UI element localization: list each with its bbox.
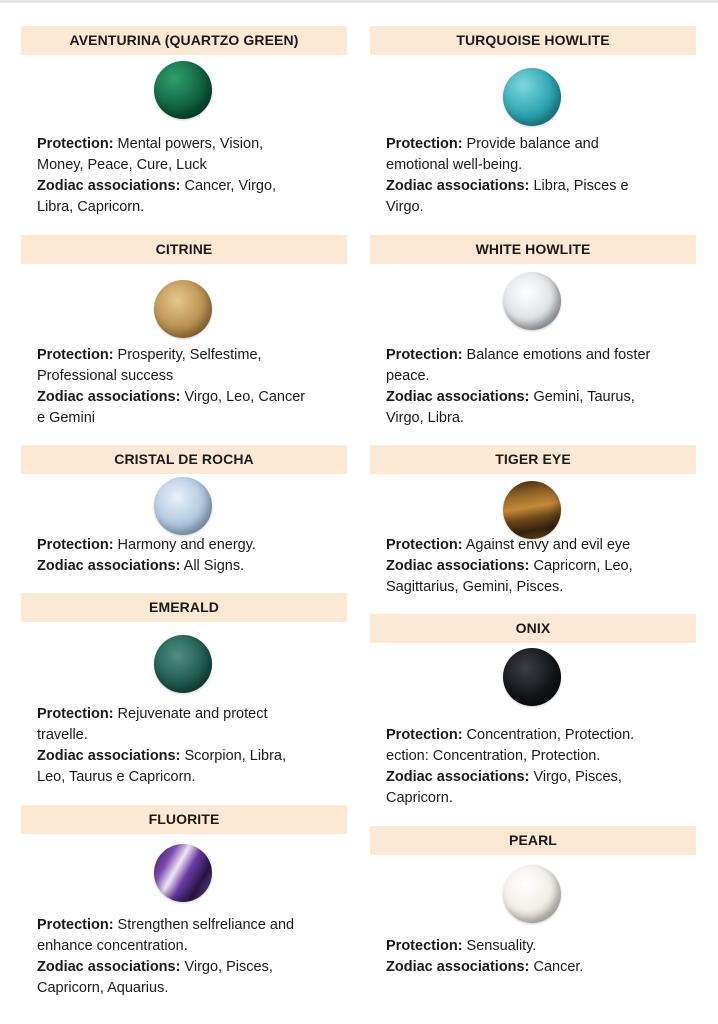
stone-description: Protection: Sensuality. Zodiac associations: Cancer. xyxy=(386,938,584,975)
tiger-eye-stone-icon xyxy=(503,481,561,539)
stone-card-white-howlite xyxy=(370,235,696,426)
stone-title: CRISTAL DE ROCHA xyxy=(21,445,347,474)
stone-description: Protection: Harmony and energy. Zodiac associations: All Signs. xyxy=(37,537,256,574)
emerald-stone-icon xyxy=(154,635,212,693)
stone-card-cristal xyxy=(21,445,347,574)
stone-description: Protection: Rejuvenate and protect travelle. Zodiac associations: Scorpion, Libra, Leo, Taurus e Capricorn. xyxy=(37,706,287,785)
stone-card-tiger-eye xyxy=(370,445,696,595)
stone-description: Protection: Mental powers, Vision, Money, Peace, Cure, Luck Zodiac associations: Cancer, Virgo, Libra, Capricorn. xyxy=(37,136,277,215)
cristal-stone-icon xyxy=(154,477,212,535)
onix-stone-icon xyxy=(503,648,561,706)
citrine-stone-icon xyxy=(154,280,212,338)
stone-description: Protection: Prosperity, Selfestime, Professional success Zodiac associations: Virgo, Leo, Cancer e Gemini xyxy=(37,347,306,426)
stone-title: FLUORITE xyxy=(21,805,347,834)
fluorite-stone-icon xyxy=(154,844,212,902)
stone-card-pearl xyxy=(370,826,696,975)
stone-title: WHITE HOWLITE xyxy=(370,235,696,264)
stone-card-citrine xyxy=(21,235,347,426)
white-howlite-stone-icon xyxy=(503,272,561,330)
stone-description: Protection: Balance emotions and foster peace. Zodiac associations: Gemini, Taurus, Virgo, Libra. xyxy=(386,347,651,426)
stone-card-onix xyxy=(370,614,696,806)
stone-title: TURQUOISE HOWLITE xyxy=(370,26,696,55)
stone-title: PEARL xyxy=(370,826,696,855)
pearl-stone-icon xyxy=(503,865,561,923)
top-divider xyxy=(0,0,718,3)
stone-card-turquoise-howlite xyxy=(370,26,696,215)
stone-card-fluorite xyxy=(21,805,347,996)
aventurina-stone-icon xyxy=(154,61,212,119)
stone-title: ONIX xyxy=(370,614,696,643)
stone-description: Protection: Provide balance and emotional well-being. Zodiac associations: Libra, Pisces e Virgo. xyxy=(386,136,629,215)
stone-title: TIGER EYE xyxy=(370,445,696,474)
stone-card-emerald xyxy=(21,593,347,785)
stone-title: CITRINE xyxy=(21,235,347,264)
turquoise-stone-icon xyxy=(503,68,561,126)
stone-title: EMERALD xyxy=(21,593,347,622)
stone-title: AVENTURINA (QUARTZO GREEN) xyxy=(21,26,347,55)
stone-description: Protection: Strengthen selfreliance and enhance concentration. Zodiac associations: Virgo, Pisces, Capricorn, Aquarius. xyxy=(37,917,295,996)
stone-description: Protection: Against envy and evil eye Zodiac associations: Capricorn, Leo, Sagittarius, Gemini, Pisces. xyxy=(386,537,633,595)
stone-card-aventurina xyxy=(21,26,347,215)
stone-description: Protection: Concentration, Protection. ection: Concentration, Protection. Zodiac associations: Virgo, Pisces, Capricorn. xyxy=(386,727,635,806)
